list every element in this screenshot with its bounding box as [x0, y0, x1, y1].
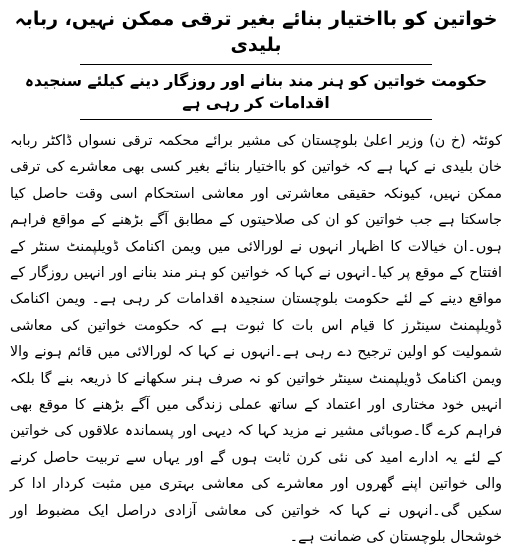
headline: خواتین کو بااختیار بنائے بغیر ترقی ممکن نہیں، ربابہ بلیدی: [14, 8, 498, 56]
headline-divider: [80, 64, 432, 65]
article-body: کوئٹہ (خ ن) وزیر اعلیٰ بلوچستان کی مشیر برائے محکمہ ترقی نسواں ڈاکٹر ربابہ خان بلیدی نے کہا ہے کہ خواتین کو بااختیار بنائے بغیر کسی بھی معاشرے کی ترقی ممکن نہیں، کیونکہ حقیقی معاشرتی اور معاشی استحکام اسی وقت حاصل کیا جاسکتا ہے جب خواتین کو ان کی صلاحیتوں کے مطابق آگے بڑھنے کے مواقع فراہم ہوں۔ان خیالات کا اظہار انہوں نے لورالائی میں ویمن اکنامک ڈویلپمنٹ سنٹر کے افتتاح کے موقع پر کیا۔انہوں نے کہا کہ خواتین کو ہنر مند بنانے اور انہیں روزگار کے مواقع دینے کے لئے حکومت بلوچستان سنجیدہ اقدامات کر رہی ہے۔ ویمن اکنامک ڈویلپمنٹ سینٹرز کا قیام اس بات کا ثبوت ہے کہ حکومت خواتین کی معاشی شمولیت کو اولین ترجیح دے رہی ہے۔انہوں نے کہا کہ لورالائی میں قائم ہونے والا ویمن اکنامک ڈویلپمنٹ سینٹر خواتین کو نہ صرف ہنر سکھانے کا ذریعہ بنے گا بلکہ انہیں خود مختاری اور اعتماد کے ساتھ عملی زندگی میں آگے بڑھنے کا موقع بھی فراہم کرے گا۔صوبائی مشیر نے مزید کہا کہ دیہی اور پسماندہ علاقوں کی خواتین کے لئے یہ ادارے امید کی نئی کرن ثابت ہوں گے اور یہاں سے تربیت حاصل کرنے والی خواتین اپنے گھروں اور معاشرے کی معاشی بہتری میں مثبت کردار ادا کر سکیں گی۔انہوں نے کہا کہ خواتین کی معاشی آزادی دراصل ایک مضبوط اور خوشحال بلوچستان کی ضمانت ہے۔: [10, 133, 502, 546]
subheadline: حکومت خواتین کو ہنر مند بنانے اور روزگار دینے کیلئے سنجیدہ اقدامات کر رہی ہے: [24, 72, 488, 112]
subheadline-divider: [80, 119, 432, 120]
